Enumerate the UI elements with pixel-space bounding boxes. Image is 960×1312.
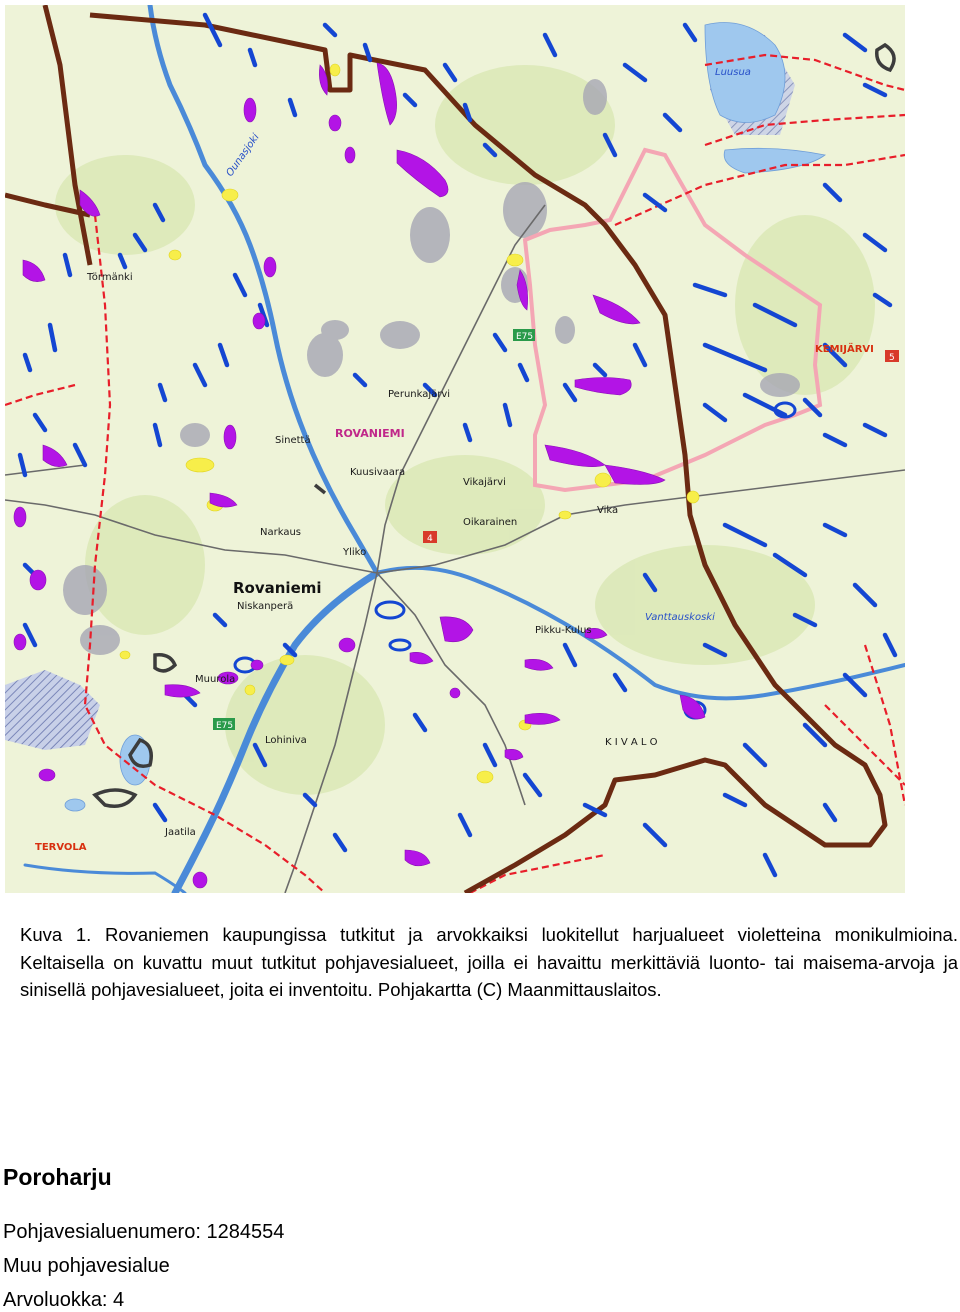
label-jaatila: Jaatila: [165, 827, 196, 838]
label-tervola: TERVOLA: [35, 842, 87, 853]
label-lohiniva: Lohiniva: [265, 735, 307, 746]
shield-e75-north: E75: [516, 332, 534, 342]
label-yliko: Yliko: [343, 547, 367, 558]
value-class: Arvoluokka: 4: [3, 1289, 125, 1311]
figure-caption: Kuva 1. Rovaniemen kaupungissa tutkitut ja arvokkaiksi luokitellut harjualueet violetteina monikulmioina. Keltaisella on kuvattu muut tutkitut pohjavesialueet, joilla ei havaittu merkittäviä luonto- tai maisema-arvoja ja sinisellä pohjavesialueet, joita ei inventoitu. Pohjakartta (C) Maanmittauslaitos.: [20, 924, 958, 1000]
label-vikajarvi: Vikajärvi: [463, 477, 506, 488]
label-muurola: Muurola: [195, 674, 236, 685]
label-rovaniemi-mlk: ROVANIEMI: [335, 427, 405, 440]
label-niskanpera: Niskanperä: [237, 601, 294, 612]
label-kivalo: K I V A L O: [605, 737, 658, 748]
map-figure: [5, 5, 905, 893]
label-vika: Vika: [597, 505, 619, 516]
groundwater-area-number: Pohjavesialuenumero: 1284554: [3, 1221, 285, 1243]
label-vanttauskoski: Vanttauskoski: [645, 612, 715, 623]
shield-road-5: 5: [889, 353, 895, 363]
shield-e75-south: E75: [216, 721, 234, 731]
groundwater-area-type: Muu pohjavesialue: [3, 1255, 170, 1277]
shield-road-4: 4: [427, 534, 433, 544]
label-oikarainen: Oikarainen: [463, 517, 518, 528]
label-tormanki: Törmänki: [87, 272, 133, 283]
label-perunkajarvi: Perunkajärvi: [388, 389, 451, 400]
label-narkaus: Narkaus: [260, 527, 302, 538]
label-sinetta: Sinettä: [275, 435, 311, 446]
section-title: Poroharju: [3, 1164, 112, 1190]
label-rovaniemi: Rovaniemi: [233, 579, 322, 597]
label-luusua: Luusua: [715, 67, 751, 78]
label-pikku-kulus: Pikku-Kulus: [535, 625, 592, 636]
label-kuusivaara: Kuusivaara: [350, 467, 406, 478]
label-ounasjoki: Ounasjoki: [224, 131, 262, 179]
label-kemijarvi: KEMIJÄRVI: [815, 344, 874, 355]
groundwater-map: [5, 5, 905, 893]
